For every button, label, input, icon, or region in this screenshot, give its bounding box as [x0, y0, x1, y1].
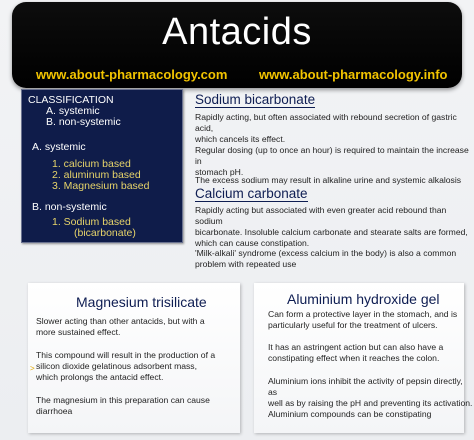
- page-title: Antacids: [162, 11, 312, 53]
- sodium-bicarbonate-paragraph: Rapidly acting, but often associated with rebound secretion of gastric acid, which cancels its effect.: [195, 112, 457, 144]
- aluminium-hydroxide-paragraph: Aluminium compounds can be constipating: [268, 409, 432, 419]
- magnesium-trisilicate-paragraph: The magnesium in this preparation can cause diarrhoea: [36, 395, 210, 416]
- magnesium-trisilicate-paragraph: Slower acting than other antacids, but with a more sustained effect.: [36, 316, 205, 337]
- classification-panel: [21, 89, 183, 243]
- systemic-heading: A. systemic: [32, 141, 86, 153]
- aluminium-hydroxide-paragraph: Aluminium ions inhibit the activity of pepsin directly, as well as by raising the pH and preventing its activation.: [268, 376, 473, 408]
- sodium-bicarbonate-paragraph: Regular dosing (up to once an hour) is required to maintain the increase in stomach pH.: [195, 145, 469, 177]
- sodium-bicarbonate-heading: Sodium bicarbonate: [195, 92, 316, 107]
- title-banner: [12, 2, 462, 88]
- classification-type: A. systemic: [46, 105, 100, 117]
- bullet-marker: >: [30, 364, 35, 373]
- aluminium-hydroxide-heading: Aluminium hydroxide gel: [287, 291, 440, 307]
- nonsystemic-item: (bicarbonate): [74, 227, 136, 239]
- magnesium-trisilicate-paragraph: This compound will result in the production of a silicon dioxide gelatinous adsorbent mass, which prolongs the antacid effect.: [36, 350, 216, 382]
- classification-heading: CLASSIFICATION: [28, 94, 114, 106]
- calcium-carbonate-heading: Calcium carbonate: [195, 186, 308, 201]
- calcium-carbonate-paragraph: Rapidly acting but associated with even greater acid rebound than sodium bicarbonate. Insoluble calcium carbonate and stearate salts are formed, which can cause constipation.: [195, 205, 468, 248]
- systemic-item: 1. calcium based: [52, 158, 131, 170]
- nonsystemic-heading: B. non-systemic: [32, 201, 107, 213]
- aluminium-hydroxide-paragraph: Can form a protective layer in the stomach, and is particularly useful for the treatment of ulcers.: [268, 309, 458, 330]
- calcium-carbonate-paragraph: 'Milk-alkali' syndrome (excess calcium in the body) is also a common problem with repeated use: [195, 248, 457, 269]
- classification-type: B. non-systemic: [46, 116, 121, 128]
- systemic-item: 2. aluminum based: [52, 169, 141, 181]
- aluminium-hydroxide-paragraph: It has an astringent action but can also have a constipating effect when it reaches the colon.: [268, 342, 444, 363]
- magnesium-trisilicate-heading: Magnesium trisilicate: [76, 294, 207, 310]
- sodium-bicarbonate-paragraph: The excess sodium may result in alkaline urine and systemic alkalosis: [195, 175, 462, 185]
- nonsystemic-item: 1. Sodium based: [52, 216, 131, 228]
- website-link-com[interactable]: www.about-pharmacology.com: [36, 67, 228, 82]
- website-link-info[interactable]: www.about-pharmacology.info: [259, 67, 448, 82]
- systemic-item: 3. Magnesium based: [52, 180, 150, 192]
